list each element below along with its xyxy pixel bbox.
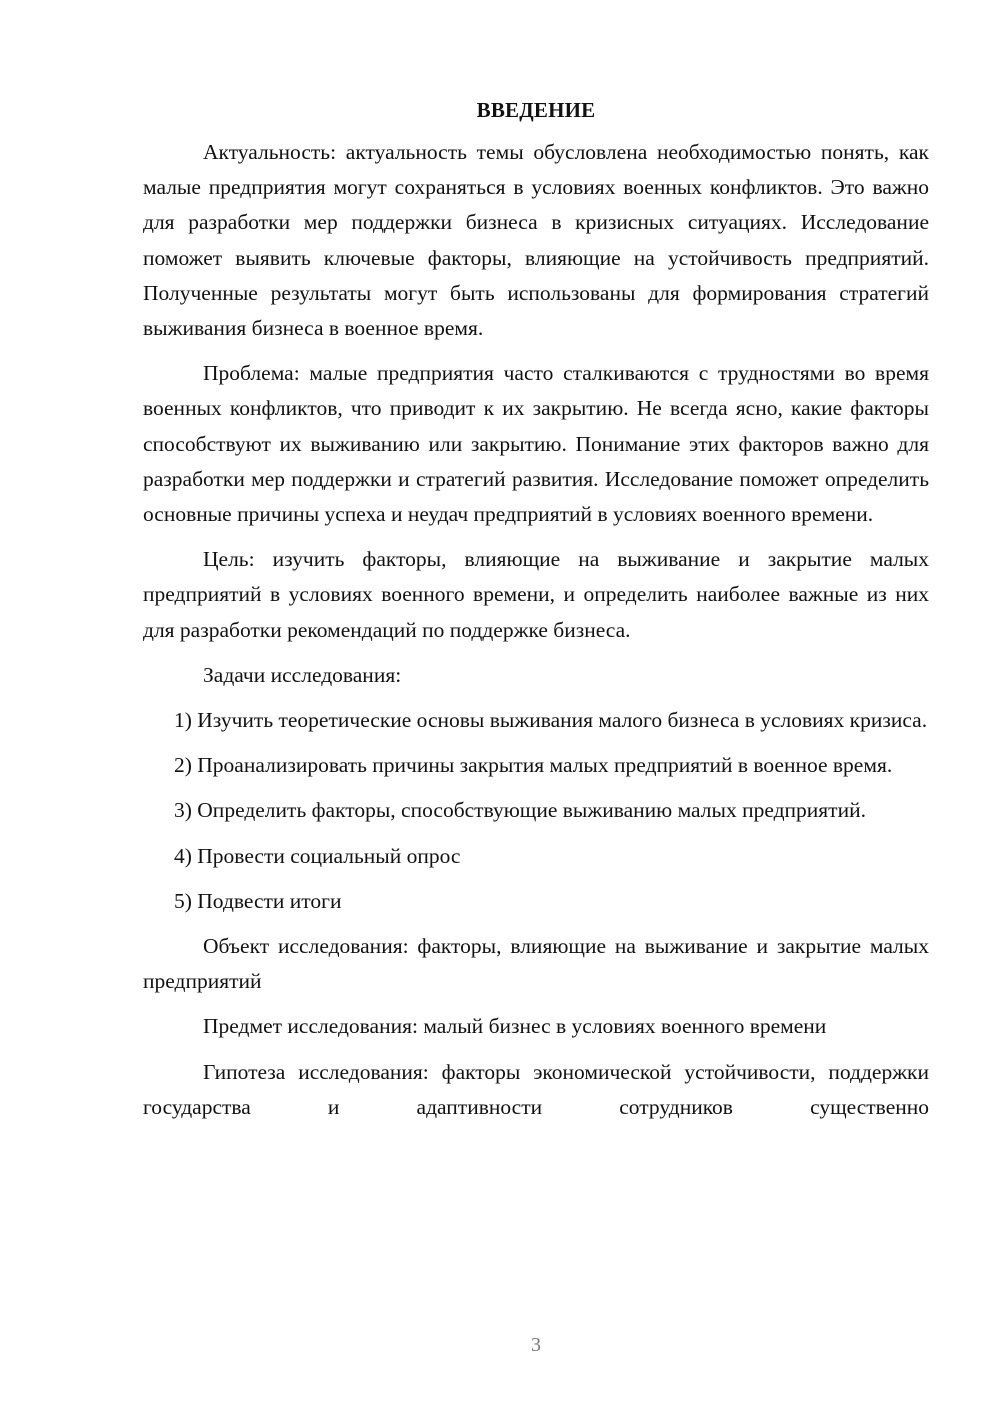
paragraph-goal: Цель: изучить факторы, влияющие на выживание и закрытие малых предприятий в условиях военного времени, и определить наиболее важные из них для разработки рекомендаций по поддержке бизнеса. <box>143 547 929 642</box>
paragraph-object: Объект исследования: факторы, влияющие на выживание и закрытие малых предприятий <box>143 934 929 994</box>
page-number: 3 <box>531 1334 541 1356</box>
paragraph-subject: Предмет исследования: малый бизнес в условиях военного времени <box>203 1014 827 1039</box>
document-body <box>143 96 929 1125</box>
task-item-5: 5) Подвести итоги <box>174 888 342 913</box>
paragraph-relevance: Актуальность: актуальность темы обусловлена необходимостью понять, как малые предприятия могут сохраняться в условиях военных конфликтов. Это важно для разработки мер поддержки бизнеса в кризисных ситуациях. Исследование поможет выявить ключевые факторы, влияющие на устойчивость предприятий. Полученные результаты могут быть использованы для формирования стратегий выживания бизнеса в военное время. <box>143 140 929 341</box>
tasks-heading: Задачи исследования: <box>203 662 402 687</box>
task-item-1: 1) Изучить теоретические основы выживания малого бизнеса в условиях кризиса. <box>174 708 928 733</box>
task-item-4: 4) Провести социальный опрос <box>174 843 461 868</box>
task-item-3: 3) Определить факторы, способствующие выживанию малых предприятий. <box>174 798 866 823</box>
task-item-2: 2) Проанализировать причины закрытия малых предприятий в военное время. <box>174 753 893 778</box>
paragraph-problem: Проблема: малые предприятия часто сталкиваются с трудностями во время военных конфликтов, что приводит к их закрытию. Не всегда ясно, какие факторы способствуют их выживанию или закрытию. Понимание этих факторов важно для разработки мер поддержки и стратегий развития. Исследование поможет определить основные причины успеха и неудач предприятий в условиях военного времени. <box>143 361 929 527</box>
section-title: ВВЕДЕНИЕ <box>476 98 596 122</box>
paragraph-hypothesis: Гипотеза исследования: факторы экономической устойчивости, поддержки государства и адаптивности сотрудников существенно <box>143 1059 929 1119</box>
